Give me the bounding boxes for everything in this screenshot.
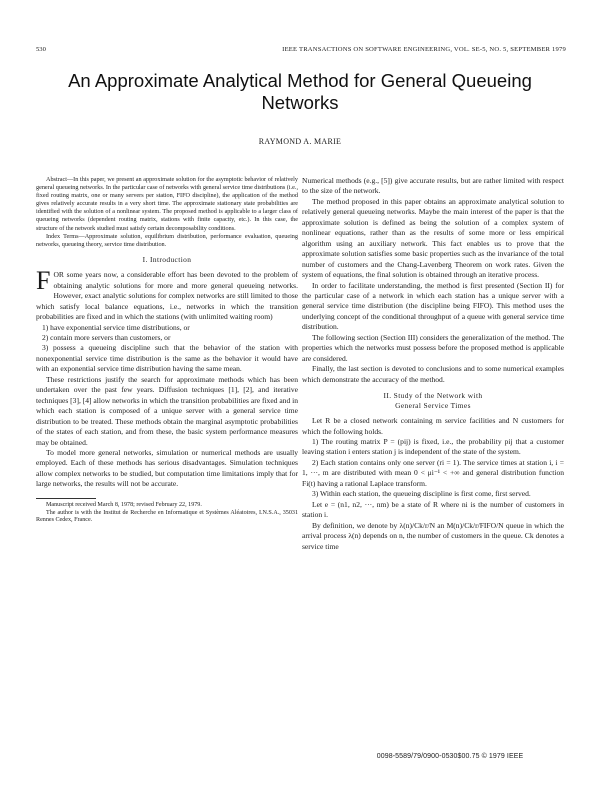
section-heading-introduction: I. Introduction (142, 254, 192, 264)
paragraph: Let R be a closed network containing m service facilities and N customers for which the following holds. (302, 416, 564, 436)
list-item: 1) have exponential service time distributions, or (42, 322, 190, 332)
intro-paragraph-2: These restrictions justify the search for approximate methods which has been undertaken over the past few years. Diffusion techniques [1], [2], and iterative techniques [3], [4] allow networks in which the transition probabilities are fixed and in which each station is composed of a unique server with a general service time distribution to be treated. These methods obtain the marginal asymptotic probabilities of the states of each station, and from these, the basic system performance measures may be obtained. (36, 374, 298, 447)
intro-paragraph-1: FOR some years now, a considerable effort has been devoted to the problem of obtaining analytic solutions for more and more general queueing networks. However, exact analytic solutions for complex networks are still limited to those which satisfy local balance equations, i.e., networks in which the transition probabilities are fixed and in which the stations (with unlimited waiting room) (36, 266, 298, 322)
section-heading-2: II. Study of the Network with General Service Times (383, 391, 483, 411)
paragraph: By definition, we denote by λ(n)/Ck/r/N an M(n)/Ck/r/FIFO/N queue in which the arrival process λ(n) depends on n, the number of customers in the queue. Ck denotes a service time (302, 520, 564, 551)
footnote-affiliation: The author is with the Institut de Recherche en Informatique et Systèmes Aléatoires, I.N.S.A., 35031 Rennes Cedex, France. (36, 509, 298, 524)
paragraph: 2) Each station contains only one server (ri = 1). The service times at station i, i = 1, ···, m are distributed with mean 0 < μi⁻¹ < +∞ and general distribution function Fi(t) having a rational Laplace transform. (302, 457, 564, 488)
author-name: RAYMOND A. MARIE (258, 137, 342, 146)
intro-paragraph-3: To model more general networks, simulation or numerical methods are usually employed. Each of these methods has serious disadvantages. Simulation techniques allow complex networks to be studied, but computation time limitations imply that for large networks, the results will not be accurate. (36, 448, 298, 489)
abstract: Abstract—In this paper, we present an approximate solution for the asymptotic behavior of relatively general queueing networks. In the particular case of networks with general service time distributions (i.e., fixed routing matrix, one or many servers per station, FIFO discipline), the application of the method gives relatively accurate results in a very short time. The approximate stationary state probabilities are identified with the solution of a nonlinear system. The proposed method is applicable to a larger class of queueing networks (dependent routing matrix, stations with finite capacity, etc.). In this case, the structure of the network studied must satisfy certain decomposability conditions. (36, 176, 298, 232)
paragraph: In order to facilitate understanding, the method is first presented (Section II) for the particular case of a network in which each station has a unique server with a general service time distribution (the discipline being FIFO). This method uses the underlying concept of the conditional throughput of a queue with general service time distribution. (302, 280, 564, 332)
paragraph: Finally, the last section is devoted to conclusions and to some numerical examples which demonstrate the accuracy of the method. (302, 364, 564, 384)
journal-header: IEEE TRANSACTIONS ON SOFTWARE ENGINEERING, VOL. SE-5, NO. 5, SEPTEMBER 1979 (282, 46, 566, 53)
copyright-line: 0098-5589/79/0900-0530$00.75 © 1979 IEEE (376, 753, 524, 760)
page-number: 530 (36, 46, 46, 53)
drop-cap: F (36, 266, 51, 296)
index-terms: Index Terms—Approximate solution, equilibrium distribution, performance evaluation, queueing networks, queueing theory, service time distribution. (36, 232, 298, 248)
paragraph: The following section (Section III) considers the generalization of the method. The properties which the networks must possess before the proposed method is applicable are considered. (302, 332, 564, 363)
paragraph: The method proposed in this paper obtains an approximate analytical solution to relatively general queueing networks. Maybe the main interest of the paper is that the approximate solution is defined as being the solution of a complex system of nonlinear equations, rather than as the results of some more or less empirical algorithm using an auxiliary network. This fact enables us to prove that the approximate solution satisfies some basic properties such as the invariance of the total number of customers and the Chang-Lavenberg Theorem on work rates. Given the system of equations, the final solution is obtained through an iterative process. (302, 196, 564, 280)
list-item: 2) contain more servers than customers, or (42, 333, 171, 343)
paragraph: 1) The routing matrix P = (pij) is fixed, i.e., the probability pij that a customer leaving station i enters station j is independent of the state of the system. (302, 436, 564, 457)
paper-title: An Approximate Analytical Method for General Queueing Networks (68, 70, 532, 113)
footnote-received: Manuscript received March 8, 1978; revised February 22, 1979. (46, 501, 202, 508)
footnote-divider (36, 498, 96, 499)
right-column (302, 176, 564, 552)
paragraph: 3) Within each station, the queueing discipline is first come, first served. (312, 489, 531, 499)
left-column (36, 176, 298, 525)
list-item: 3) possess a queueing discipline such that the behavior of the station with nonexponential service time distribution is the same as the behavior it would have with an exponential service time distribution having the same mean. (36, 343, 298, 374)
paragraph: Numerical methods (e.g., [5]) give accurate results, but are rather limited with respect to the size of the network. (302, 176, 564, 196)
paragraph: Let e = (n1, n2, ···, nm) be a state of R where ni is the number of customers in station i. (302, 499, 564, 520)
